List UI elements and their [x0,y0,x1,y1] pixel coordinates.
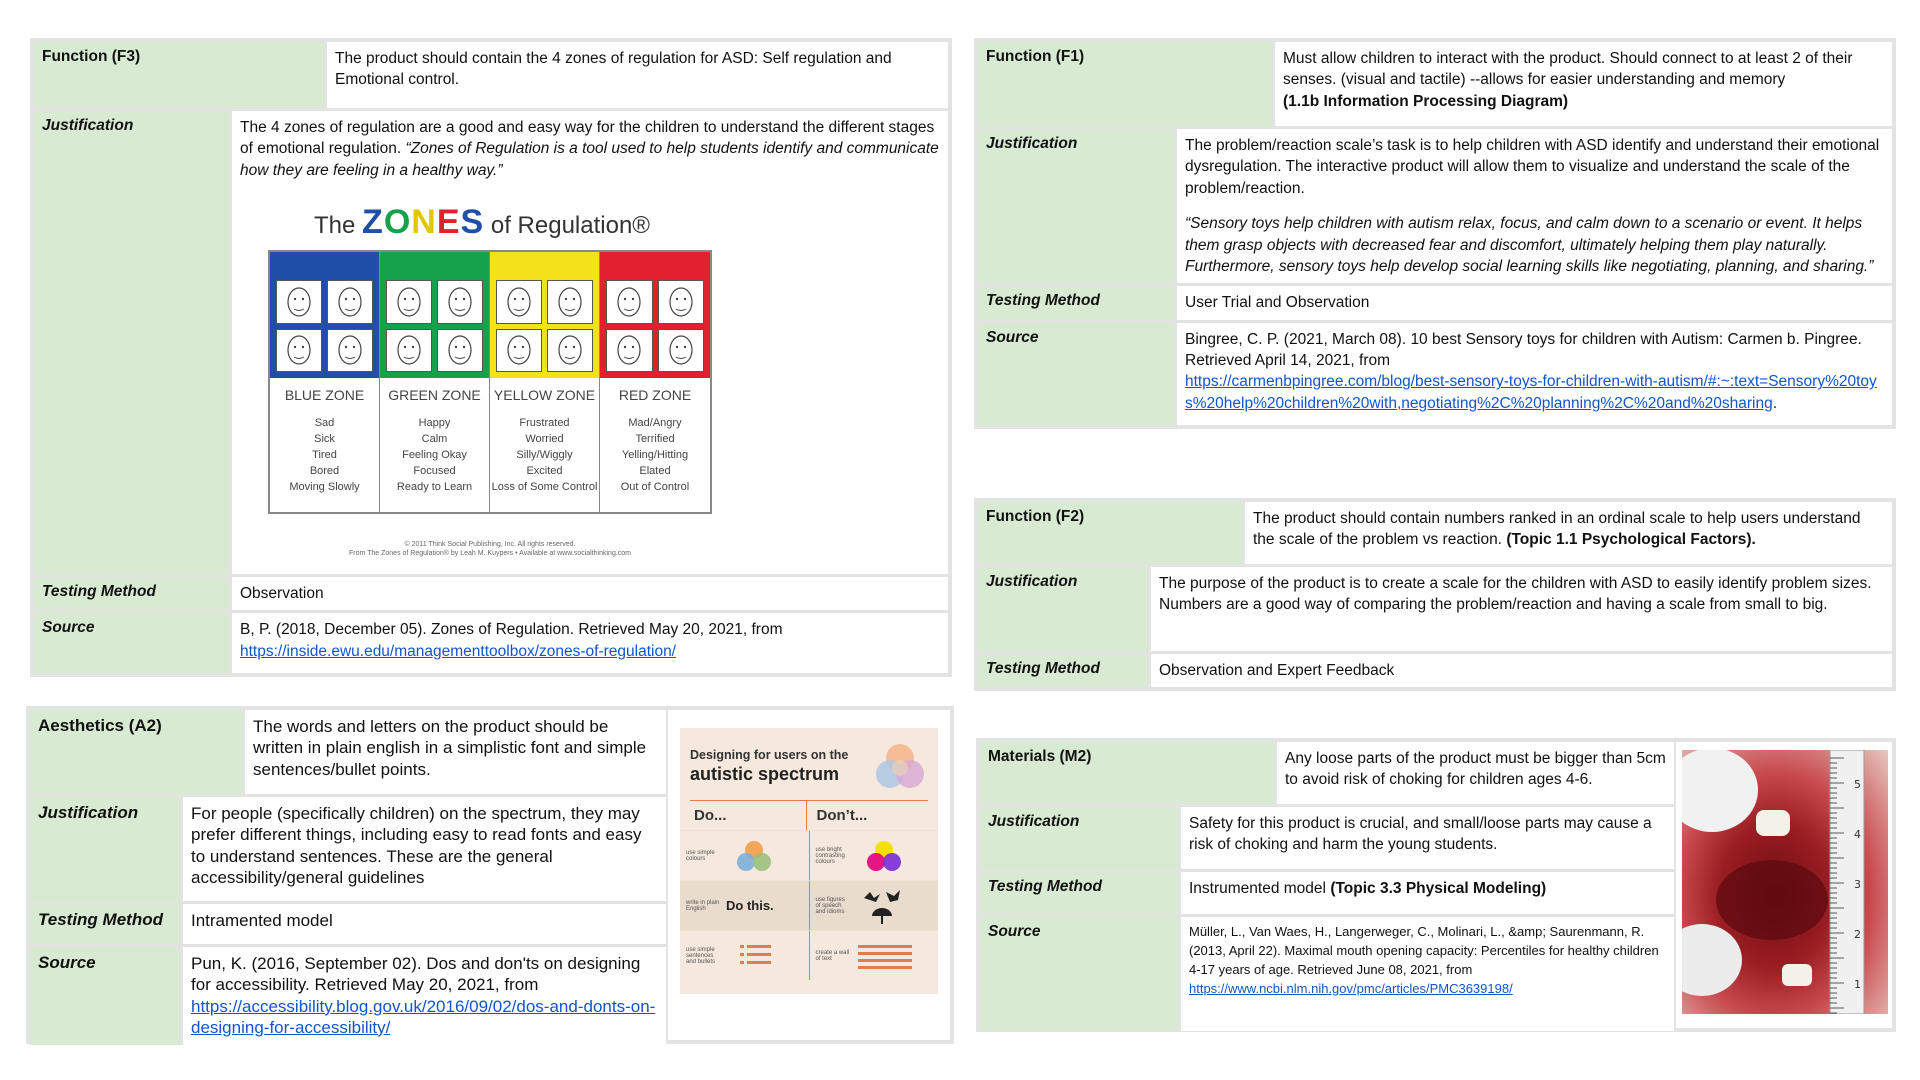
zone-name: GREEN ZONE [388,387,481,404]
zone-item: Tired [312,449,337,462]
f2-justification-row [978,567,1892,654]
zones-title-pre: The [314,212,356,240]
a2-aesthetics-label: Aesthetics (A2) [30,710,242,794]
f3-function-text: The product should contain the 4 zones of regulation for ASD: Self regulation and Emotional control. [324,42,948,108]
face-icon [496,329,542,373]
zone-item: Sick [314,433,335,446]
f2-testing-text: Observation and Expert Feedback [1148,654,1892,687]
zone-item: Elated [639,465,671,478]
infographic-do-cell-3 [680,931,809,980]
face-icon [276,280,322,324]
f3-source-label: Source [34,613,229,673]
f1-justification-text: The problem/reaction scale’s task is to help children with ASD identify and understand their emotional dysregulation. The interactive product will allow them to visualize and understand the scale of the problem/reaction. [1185,137,1880,197]
zone-body [270,378,379,512]
zone-item: Bored [309,465,340,478]
zone-item: Mad/Angry [628,417,682,430]
m2-source-label: Source [980,917,1178,1031]
a2-source-link[interactable]: https://accessibility.blog.gov.uk/2016/09/02/dos-and-donts-on-designing-for-accessibility/ [191,996,656,1037]
m2-testing-bold: (Topic 3.3 Physical Modeling) [1330,880,1547,897]
f3-justification-quote: “Zones of Regulation is a tool used to help students identify and communicate how they are feeling in a healthy way.” [240,140,939,179]
zone-item: Ready to Learn [396,481,473,494]
f3-justification-cell [229,111,948,574]
m2-source-row [980,917,1674,1031]
f1-source-row [978,323,1892,425]
f1-function-row [978,42,1892,129]
face-icon [547,280,593,324]
infographic-heading-large: autistic spectrum [690,764,840,784]
m2-table [980,742,1674,1031]
zones-of-regulation-graphic [240,181,940,568]
lower-tooth [1782,964,1812,986]
zone-name: RED ZONE [618,387,692,404]
ruler-mark: 4 [1854,828,1861,841]
infographic-row-text [680,930,938,980]
f3-source-cell [229,613,948,673]
m2-source-text: Müller, L., Van Waes, H., Langerweger, C., Molinari, L., &amp; Saurenmann, R. (2013, April 22). Maximal mouth opening capacity: Percentiles for healthy children 4-17 years of age. Retrieved June 08, 2021, from [1189,924,1659,977]
zone-column-0 [270,252,380,512]
a2-source-cell [180,947,666,1045]
f1-testing-text: User Trial and Observation [1174,286,1892,319]
f3-testing-row [34,577,948,613]
f1-function-cell [1272,42,1892,126]
f3-justification-label: Justification [34,111,229,574]
face-icon [547,329,593,373]
m2-materials-label: Materials (M2) [980,742,1274,804]
infographic-dont-text-2: use figures of speech and idioms [815,896,845,915]
function-f2-card [974,498,1896,691]
zone-body [380,378,489,512]
f3-justification-row [34,111,948,577]
zones-title-big-text: ZONES [362,203,485,242]
zone-item: Excited [526,465,563,478]
a2-aesthetics-row [30,710,666,797]
zone-item: Worried [525,433,564,446]
f1-testing-label: Testing Method [978,286,1174,319]
a2-source-label: Source [30,947,180,1045]
infographic-do-cell-2 [680,881,809,930]
f1-testing-row [978,286,1892,322]
zone-name: YELLOW ZONE [493,387,596,404]
zones-title-post: of Regulation® [490,212,650,240]
face-icon [658,329,705,373]
f1-function-text: Must allow children to interact with the product. Should connect to at least 2 of their senses. (visual and tactile) --allows for easier understanding and memory [1283,50,1853,89]
infographic-do-cell-1 [680,831,809,880]
f2-testing-row [978,654,1892,687]
infographic-do-text-1: use simple colours [686,849,715,862]
m2-materials-row [980,742,1674,807]
m2-justification-label: Justification [980,807,1178,869]
a2-table [30,710,666,1045]
zone-item: Focused [413,465,456,478]
zone-body [600,378,710,512]
m2-testing-row [980,872,1674,917]
zone-item: Silly/Wiggly [516,449,573,462]
ruler-mark: 2 [1854,928,1861,941]
infographic-row-language [680,880,938,930]
m2-testing-cell [1178,872,1674,914]
ruler-mark: 1 [1854,978,1861,991]
zone-faces [380,252,489,378]
f2-function-cell [1242,502,1892,564]
mouth-photo-drawing [1682,750,1888,1014]
infographic-columns [690,800,928,830]
infographic-do-heading: Do... [694,807,727,824]
m2-materials-text: Any loose parts of the product must be bigger than 5cm to avoid risk of choking for children ages 4-6. [1274,742,1674,804]
face-icon [658,280,705,324]
bright-colours-icon [862,839,906,873]
f1-function-label: Function (F1) [978,42,1272,126]
zone-item: Yelling/Hitting [621,449,689,462]
zone-item: Happy [418,417,451,430]
face-icon [496,280,542,324]
zone-faces [600,252,710,378]
a2-source-row [30,947,666,1045]
a2-source-text: Pun, K. (2016, September 02). Dos and don'ts on designing for accessibility. Retrieved May 20, 2021, from [191,954,641,995]
zone-column-2 [490,252,600,512]
a2-testing-label: Testing Method [30,904,180,944]
infographic-dont-cell-2 [809,881,939,930]
ruler-mark: 3 [1854,878,1861,891]
m2-testing-label: Testing Method [980,872,1178,914]
m2-justification-text: Safety for this product is crucial, and small/loose parts may cause a risk of choking and harm the young students. [1178,807,1674,869]
zone-column-1 [380,252,490,512]
infographic-dont-text-1: use bright contrasting colours [815,846,845,865]
wall-of-text-icon [858,943,912,969]
zones-footer-source: From The Zones of Regulation® by Leah M. Kuypers • Available at www.socialthinking.com [348,550,632,558]
zone-item: Out of Control [620,481,690,494]
zone-faces [490,252,599,378]
zone-item: Feeling Okay [402,449,467,462]
a2-testing-row [30,904,666,947]
infographic-do-this: Do this. [726,898,774,913]
infographic-do-text-2: write in plain English [686,899,720,912]
m2-source-cell [1178,917,1674,1031]
infographic-dont-heading: Don’t... [806,801,929,830]
glove-top [1682,750,1758,832]
infographic-row-colours [680,830,938,880]
autistic-spectrum-infographic [680,728,938,994]
a2-justification-label: Justification [30,797,180,901]
zones-grid [268,250,712,514]
infographic-dont-cell-3 [809,931,939,980]
f3-function-label: Function (F3) [34,42,324,108]
zones-footer-copyright: © 2011 Think Social Publishing, Inc. All rights reserved. [404,541,576,549]
f3-testing-text: Observation [229,577,948,610]
face-icon [437,329,483,373]
f1-source-label: Source [978,323,1174,425]
face-icon [327,280,373,324]
zone-item: Frustrated [519,417,570,430]
infographic-dont-text-3: create a wall of text [815,949,850,962]
zone-body [490,378,599,512]
face-icon [327,329,373,373]
infographic-dont-cell-1 [809,831,939,880]
infographic-header [680,728,938,800]
f3-source-text: B, P. (2018, December 05). Zones of Regulation. Retrieved May 20, 2021, from [240,621,783,639]
f1-justification-row [978,129,1892,286]
f3-function-row [34,42,948,111]
mouth-opening-photo [1682,750,1888,1014]
zone-item: Loss of Some Control [491,481,598,494]
a2-testing-text: Intramented model [180,904,666,944]
face-icon [276,329,322,373]
upper-tooth [1756,810,1790,836]
f2-function-bold: (Topic 1.1 Psychological Factors). [1506,531,1756,549]
a2-aesthetics-text: The words and letters on the product should be written in plain english in a simplistic font and simple sentences/bullet points. [242,710,666,794]
zones-footer [268,540,712,558]
f1-justification-quote: “Sensory toys help children with autism relax, focus, and calm down to a scenario or event. It helps them grasp objects with decreased fear and discomfort, ultimately helping them play naturally. Furthermore, sensory toys help develop social learning skills like negotiating, planning, and sharing.” [1185,215,1874,275]
f1-function-bold: (1.1b Information Processing Diagram) [1283,92,1569,110]
f1-justification-cell [1174,129,1892,283]
face-icon [606,329,653,373]
zone-item: Calm [421,433,448,446]
bullet-list-icon [740,943,776,969]
soft-colours-icon [732,839,776,873]
face-icon [386,329,432,373]
f2-justification-text: The purpose of the product is to create a scale for the children with ASD to easily identify problem sizes. Numbers are a good way of comparing the problem/reaction and having a scale from small to big. [1148,567,1892,651]
f1-source-text: Bingree, C. P. (2021, March 08). 10 best Sensory toys for children with Autism: Carmen b. Pingree. Retrieved April 14, 2021, from [1185,330,1862,369]
f2-function-row [978,502,1892,567]
zone-column-3 [600,252,710,512]
f3-justification-text: The 4 zones of regulation are a good and easy way for the children to understand the different stages of emotional regulation. [240,119,935,158]
zones-title-big [362,203,484,241]
f1-justification-label: Justification [978,129,1174,283]
m2-source-link[interactable]: https://www.ncbi.nlm.nih.gov/pmc/articles/PMC3639198/ [1189,980,1513,996]
f3-source-row [34,613,948,673]
f3-source-link[interactable]: https://inside.ewu.edu/managementtoolbox/zones-of-regulation/ [240,642,676,660]
face-icon [606,280,653,324]
cats-dogs-umbrella-icon [858,886,908,926]
function-f1-card [974,38,1896,429]
f2-justification-label: Justification [978,567,1148,651]
a2-justification-text: For people (specifically children) on the spectrum, they may prefer different things, including easy to read fonts and easy to understand sentences. These are the general accessibility/general guidelines [180,797,666,901]
zones-title [262,199,702,246]
face-icon [437,280,483,324]
infographic-heading-small: Designing for users on the [690,748,849,762]
m2-testing-text: Instrumented model [1189,880,1326,897]
color-circles-icon [872,740,928,796]
zone-name: BLUE ZONE [284,387,365,404]
f2-testing-label: Testing Method [978,654,1148,687]
function-f3-card [30,38,952,677]
zone-item: Terrified [635,433,675,446]
f1-source-cell: Bingree, C. P. (2021, March 08). 10 best Sensory toys for children with Autism: Carmen b. Pingree. Retrieved April 14, 2021, from https://carmenbpingree.com/blog/best-sensory-toys-for-children-with-autism/#:~:text=Sensory%20toys%20help%20children%20with,negotiating%2C%20planning%2C%20and%20sharing. [1174,323,1892,425]
infographic-do-text-3: use simple sentences and bullets [686,946,716,965]
a2-justification-row [30,797,666,904]
zone-faces [270,252,379,378]
m2-justification-row [980,807,1674,872]
f3-testing-label: Testing Method [34,577,229,610]
zone-item: Sad [314,417,335,430]
face-icon [386,280,432,324]
f1-source-link[interactable]: https://carmenbpingree.com/blog/best-sensory-toys-for-children-with-autism/#:~:text=Sensory%20toys%20help%20children%20with,negotiating%2C%20planning%2C%20and%20sharing [1185,373,1877,412]
f2-function-label: Function (F2) [978,502,1242,564]
ruler-mark: 5 [1854,778,1861,791]
glove-bottom [1682,924,1742,996]
f2-function-text: The product should contain numbers ranked in an ordinal scale to help users understand the scale of the problem vs reaction. [1253,510,1861,549]
zone-item: Moving Slowly [289,481,360,494]
